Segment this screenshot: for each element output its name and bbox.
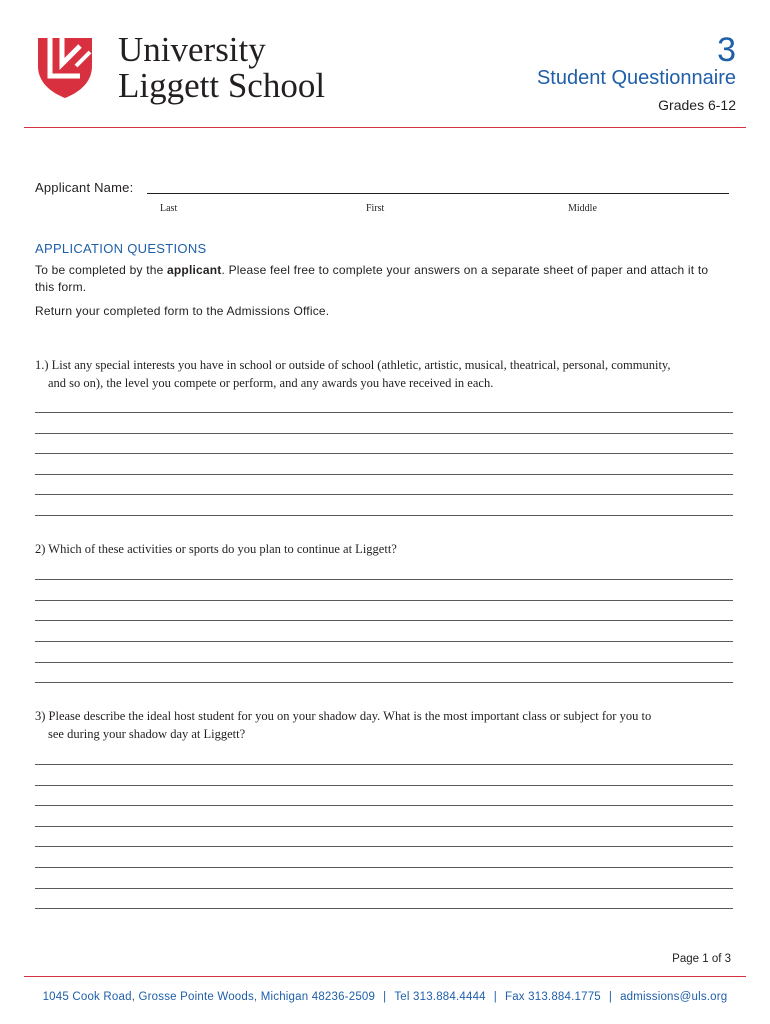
instructions-emphasis: applicant <box>167 263 222 277</box>
footer-email: admissions@uls.org <box>620 991 728 1003</box>
footer-separator: | <box>383 991 387 1003</box>
instructions-text-start: To be completed by the <box>35 263 168 277</box>
answer-1-line[interactable] <box>35 474 733 475</box>
footer-fax: Fax 313.884.1775 <box>504 991 601 1003</box>
grades-label: Grades 6-12 <box>658 97 736 113</box>
form-title: Student Questionnaire <box>536 67 736 89</box>
instructions-text-end: . Please feel free to complete your answers on a separate sheet of paper and attach it to this form. <box>35 263 709 294</box>
answer-1-line[interactable] <box>35 453 733 454</box>
form-number: 3 <box>717 31 736 69</box>
footer-divider <box>24 976 746 977</box>
applicant-first-caption: First <box>366 203 385 214</box>
footer-separator: | <box>608 991 613 1003</box>
answer-1-line[interactable] <box>35 515 733 516</box>
answer-1-line[interactable] <box>35 494 733 495</box>
answer-2-line[interactable] <box>35 682 733 683</box>
answer-1-line[interactable] <box>35 433 733 434</box>
applicant-name-field[interactable] <box>147 193 729 194</box>
school-name-line1: University <box>118 30 266 69</box>
question-1-line2: and so on), the level you compete or perform, and any awards you have received in each. <box>48 376 494 390</box>
question-2 <box>35 540 735 558</box>
answer-3-line[interactable] <box>35 826 733 827</box>
question-3 <box>35 707 735 743</box>
section-title: APPLICATION QUESTIONS <box>35 241 207 256</box>
footer-address: 1045 Cook Road, Grosse Pointe Woods, Michigan 48236-2509 <box>42 991 376 1003</box>
footer-tel: Tel 313.884.4444 <box>394 991 486 1003</box>
answer-3-line[interactable] <box>35 888 733 889</box>
answer-2-line[interactable] <box>35 641 733 642</box>
question-1-line1: 1.) List any special interests you have in school or outside of school (athletic, artistic, musical, theatrical, personal, community, <box>35 358 671 372</box>
answer-2-line[interactable] <box>35 620 733 621</box>
question-3-line2: see during your shadow day at Liggett? <box>48 727 246 741</box>
footer-contact <box>0 990 770 1004</box>
answer-3-line[interactable] <box>35 764 733 765</box>
answer-2-line[interactable] <box>35 579 733 580</box>
instructions <box>35 262 725 296</box>
header-divider <box>24 127 746 128</box>
answer-3-line[interactable] <box>35 867 733 868</box>
return-note: Return your completed form to the Admissions Office. <box>35 304 330 318</box>
page-number: Page 1 of 3 <box>672 953 731 965</box>
applicant-name-label: Applicant Name: <box>35 180 134 195</box>
answer-1-line[interactable] <box>35 412 733 413</box>
applicant-last-caption: Last <box>160 203 178 214</box>
school-name-line2: Liggett School <box>118 66 326 105</box>
footer-separator: | <box>493 991 497 1003</box>
answer-3-line[interactable] <box>35 908 733 909</box>
school-shield-logo-icon <box>36 36 94 100</box>
question-2-line1: 2) Which of these activities or sports do you plan to continue at Liggett? <box>35 542 397 556</box>
answer-2-line[interactable] <box>35 600 733 601</box>
answer-3-line[interactable] <box>35 846 733 847</box>
applicant-middle-caption: Middle <box>568 203 597 214</box>
answer-3-line[interactable] <box>35 805 733 806</box>
answer-3-line[interactable] <box>35 785 733 786</box>
question-1 <box>35 356 735 392</box>
question-3-line1: 3) Please describe the ideal host student for you on your shadow day. What is the most important class or subject for you to <box>35 709 652 723</box>
answer-2-line[interactable] <box>35 662 733 663</box>
